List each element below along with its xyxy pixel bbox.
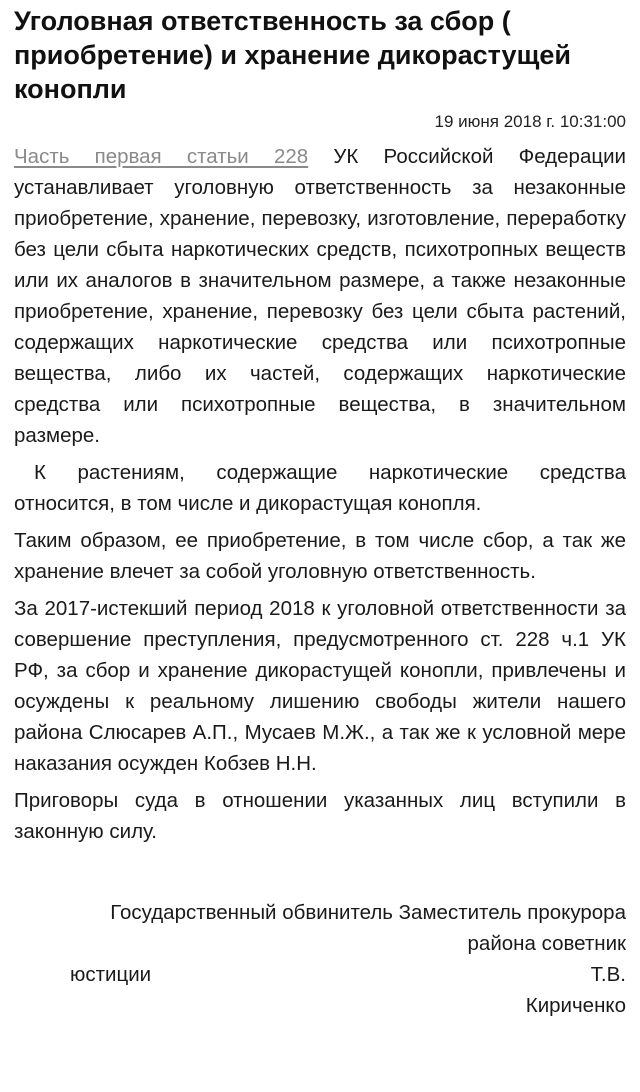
article-228-link[interactable]: Часть первая статьи 228 bbox=[14, 145, 309, 168]
paragraph-3: Таким образом, ее приобретение, в том числе сбор, а так же хранение влечет за собой уголовную ответственность. bbox=[14, 529, 626, 583]
signature-line-4: Кириченко bbox=[525, 994, 626, 1017]
paragraph-5: Приговоры суда в отношении указанных лиц вступили в законную силу. bbox=[14, 789, 626, 843]
publish-date: 19 июня 2018 г. 10:31:00 bbox=[434, 112, 626, 131]
signature-line-3-right: Т.В. bbox=[590, 963, 626, 986]
signature-block bbox=[14, 897, 626, 1021]
signature-line-2: района советник bbox=[467, 932, 626, 955]
signature-line-3-left: юстиции bbox=[70, 963, 152, 986]
signature-line-1: Государственный обвинитель Заместитель прокурора bbox=[110, 901, 626, 924]
paragraph-4: За 2017-истекший период 2018 к уголовной ответственности за совершение преступления, предусмотренного ст. 228 ч.1 УК РФ, за сбор и хранение дикорастущей конопли, привлечены и осуждены к реальному лишению свободы жители нашего района Слюсарев А.П., Мусаев М.Ж., а так же к условной мере наказания осужден Кобзев Н.Н. bbox=[14, 597, 626, 775]
signature-line-3 bbox=[14, 959, 626, 990]
paragraph-2: К растениям, содержащие наркотические средства относится, в том числе и дикорастущая конопля. bbox=[14, 461, 626, 515]
paragraph-1-text: УК Российской Федерации устанавливает уголовную ответственность за незаконные приобретение, хранение, перевозку, изготовление, переработку без цели сбыта наркотических средств, психотропных веществ или их аналогов в значительном размере, а также незаконные приобретение, хранение, перевозку без цели сбыта растений, содержащих наркотические средства или психотропные вещества, либо их частей, содержащих наркотические средства или психотропные вещества, в значительном размере. bbox=[14, 145, 626, 447]
article-title: Уголовная ответственность за сбор ( приобретение) и хранение дикорастущей конопли bbox=[14, 6, 571, 104]
paragraph-1 bbox=[14, 141, 626, 451]
